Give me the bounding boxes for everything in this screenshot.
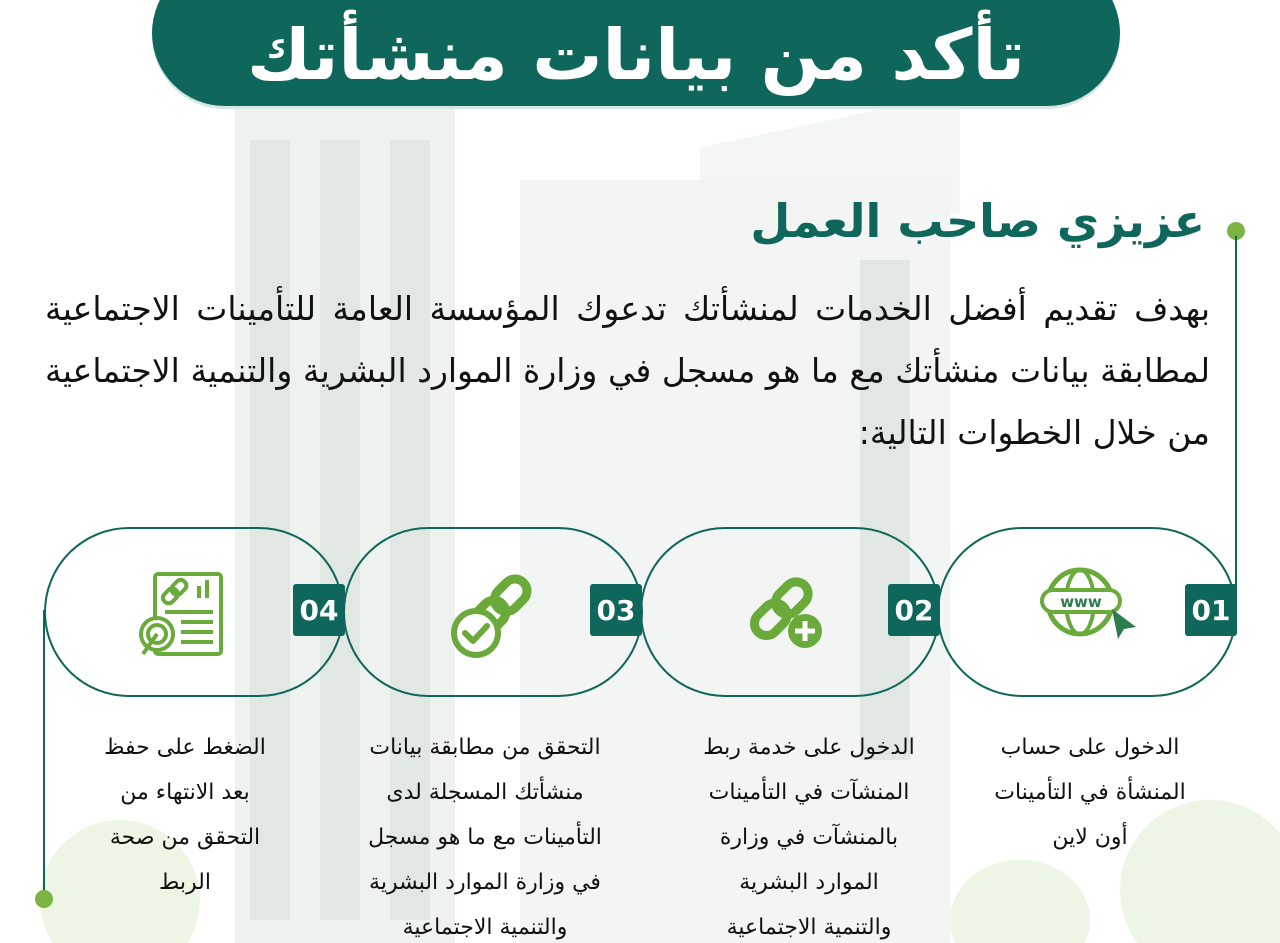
intro-paragraph: بهدف تقديم أفضل الخدمات لمنشأتك تدعوك المؤسسة العامة للتأمينات الاجتماعية لمطابقة بيانات منشأتك مع ما هو مسجل في وزارة الموارد البشرية والتنمية الاجتماعية من خلال الخطوات التالية: [45,289,1210,452]
www-globe-cursor-icon [1038,565,1138,644]
title-banner [152,0,1120,106]
timeline-line-left [43,610,45,895]
step-number-01: 01 [1185,584,1237,636]
step-number-03: 03 [590,584,642,636]
step-number-02: 02 [888,584,940,636]
step-text-03: التحقق من مطابقة بيانات منشأتك المسجلة لدى التأمينات مع ما هو مسجل في وزارة الموارد البشرية والتنمية الاجتماعية [368,735,602,940]
greeting-heading: عزيزي صاحب العمل [750,194,1205,248]
step-number-04: 04 [293,584,345,636]
tree-shape [950,860,1090,943]
svg-text:www: www [1060,593,1102,611]
timeline-line-right [1235,236,1237,606]
step-text-04: الضغط على حفظ بعد الانتهاء من التحقق من صحة الربط [104,735,266,895]
page-title: تأكد من بيانات منشأتك [246,14,1026,96]
step-text-01: الدخول على حساب المنشأة في التأمينات أون لاين [994,735,1186,850]
link-add-icon [742,568,827,657]
step-text-02: الدخول على خدمة ربط المنشآت في التأمينات بالمنشآت في وزارة الموارد البشرية والتنمية الاجتماعية [703,735,915,940]
link-check-icon [448,568,543,667]
document-link-target-icon [137,570,227,664]
